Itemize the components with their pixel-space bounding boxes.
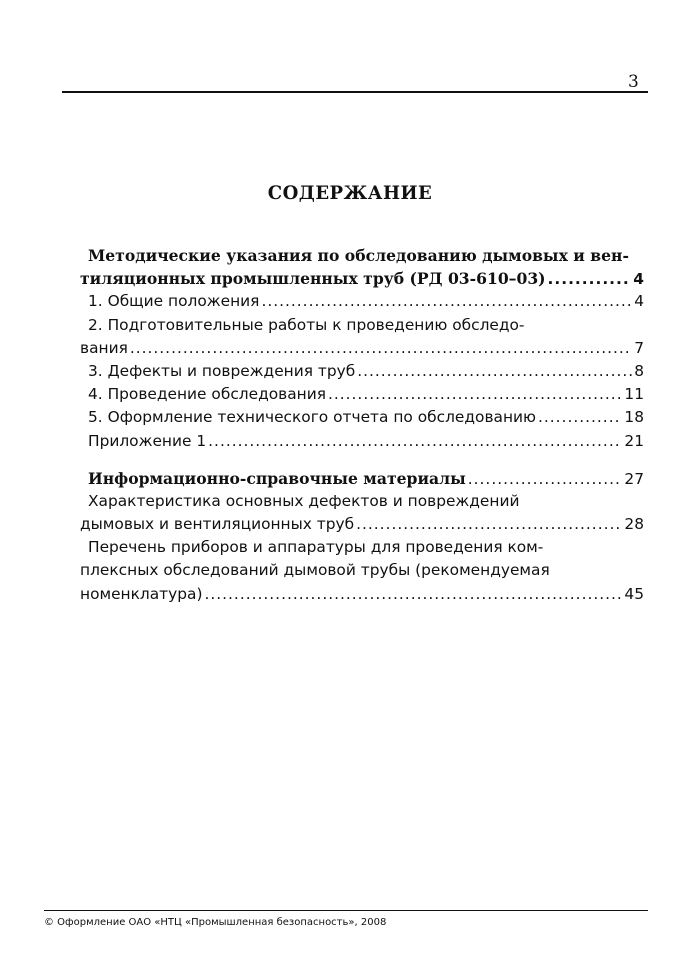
toc-section-2[interactable] bbox=[88, 467, 644, 490]
toc-section-1-page: 4 bbox=[633, 270, 644, 289]
toc-item-2-page: 7 bbox=[634, 338, 644, 357]
dot-leader bbox=[357, 360, 632, 383]
toc-item-4-page: 11 bbox=[624, 385, 644, 404]
dot-leader bbox=[468, 468, 623, 491]
dot-leader bbox=[328, 383, 622, 406]
toc-item-7[interactable] bbox=[80, 490, 644, 536]
dot-leader bbox=[538, 406, 622, 429]
toc-item-4-text: 4. Проведение обследования bbox=[88, 385, 326, 404]
toc-item-5-text: 5. Оформление технического отчета по обследованию bbox=[88, 408, 536, 427]
table-of-contents bbox=[80, 244, 644, 606]
toc-section-1-line-2: тиляционных промышленных труб (РД 03-610–03) bbox=[80, 269, 546, 289]
footer-copyright: © Оформление ОАО «НТЦ «Промышленная безопасность», 2008 bbox=[44, 917, 387, 928]
toc-section-1[interactable] bbox=[80, 244, 644, 290]
toc-item-6-text: Приложение 1 bbox=[88, 431, 207, 450]
toc-item-8-line-3: номенклатура) bbox=[80, 584, 203, 603]
toc-item-1-text: 1. Общие положения bbox=[88, 292, 260, 311]
section-spacer bbox=[88, 453, 644, 467]
toc-item-5[interactable] bbox=[88, 406, 644, 429]
toc-section-1-line-1: Методические указания по обследованию дымовых и вен- bbox=[88, 246, 629, 265]
dot-leader bbox=[130, 337, 632, 360]
toc-item-1[interactable] bbox=[88, 290, 644, 313]
toc-item-2-line-1: 2. Подготовительные работы к проведению обследо- bbox=[88, 315, 525, 334]
toc-item-6-page: 21 bbox=[624, 431, 644, 450]
toc-item-3[interactable] bbox=[88, 360, 644, 383]
dot-leader bbox=[356, 513, 622, 536]
toc-item-1-page: 4 bbox=[634, 292, 644, 311]
toc-item-8-line-2: плексных обследований дымовой трубы (рекомендуемая bbox=[80, 561, 550, 580]
dot-leader bbox=[204, 583, 622, 606]
toc-item-7-line-1: Характеристика основных дефектов и повреждений bbox=[88, 491, 520, 510]
toc-item-4[interactable] bbox=[88, 383, 644, 406]
toc-item-2-line-2: вания bbox=[80, 338, 128, 357]
toc-item-8-page: 45 bbox=[624, 584, 644, 603]
dot-leader bbox=[208, 430, 622, 453]
toc-item-3-page: 8 bbox=[634, 361, 644, 380]
dot-leader bbox=[548, 268, 632, 291]
page-title: СОДЕРЖАНИЕ bbox=[267, 182, 433, 204]
toc-item-3-text: 3. Дефекты и повреждения труб bbox=[88, 361, 356, 380]
page-number: 3 bbox=[628, 72, 639, 92]
toc-item-2[interactable] bbox=[80, 314, 644, 360]
toc-item-8[interactable] bbox=[80, 536, 644, 606]
toc-item-7-page: 28 bbox=[624, 515, 644, 534]
toc-section-2-text: Информационно-справочные материалы bbox=[88, 468, 466, 488]
toc-item-7-line-2: дымовых и вентиляционных труб bbox=[80, 515, 355, 534]
dot-leader bbox=[261, 290, 632, 313]
toc-item-8-line-1: Перечень приборов и аппаратуры для проведения ком- bbox=[88, 538, 544, 557]
toc-item-6[interactable] bbox=[88, 430, 644, 453]
toc-section-2-page: 27 bbox=[624, 469, 644, 488]
footer-rule bbox=[44, 910, 648, 911]
toc-item-5-page: 18 bbox=[624, 408, 644, 427]
header-rule bbox=[62, 91, 648, 93]
